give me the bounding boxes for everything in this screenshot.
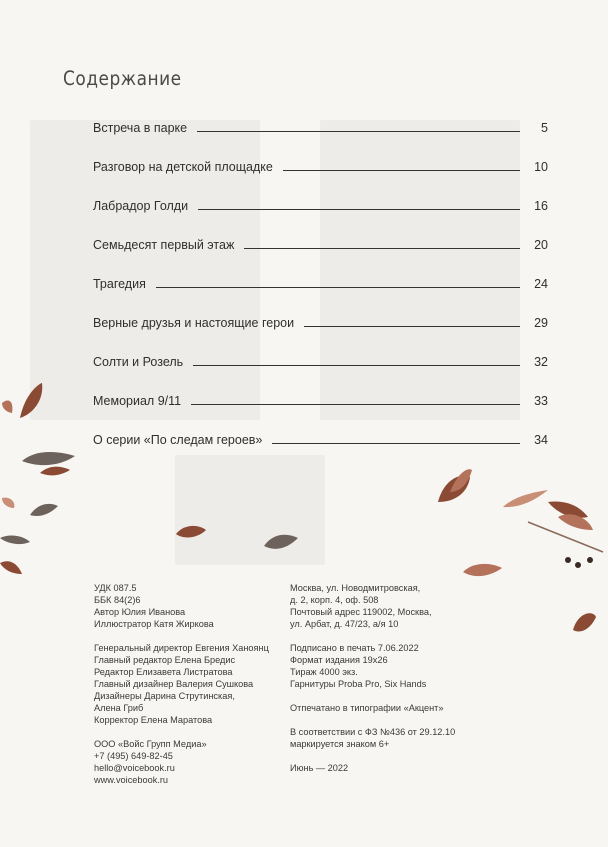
imprint-block-date: [290, 762, 455, 774]
imprint-block-printed: [290, 702, 455, 714]
imprint-signed: Подписано в печать 7.06.2022: [290, 643, 419, 653]
imprint-law: В соответствии с ФЗ №436 от 29.12.10: [290, 727, 456, 737]
berry-icon: [565, 557, 571, 563]
imprint-block-address: [290, 582, 455, 630]
toc-item: [93, 147, 548, 186]
imprint-illustrator: Иллюстратор Катя Жиркова: [94, 619, 214, 629]
leaf-icon: [503, 490, 548, 507]
toc-item: [93, 381, 548, 420]
toc-item-label: Разговор на детской площадке: [93, 159, 273, 174]
imprint-block-print: [290, 642, 455, 690]
autumn-leaves-left-illustration: [0, 378, 110, 578]
toc-item: [93, 420, 548, 459]
toc-item: [93, 264, 548, 303]
imprint-address-cont: д. 2, корп. 4, оф. 508: [290, 595, 379, 605]
leaf-icon: [2, 498, 14, 508]
imprint-proofreader: Корректор Елена Маратова: [94, 715, 213, 725]
toc-item-label: Семьдесят первый этаж: [93, 237, 235, 252]
leaf-icon: [2, 400, 12, 413]
toc-item-page: 20: [534, 237, 548, 252]
toc-item: [93, 186, 548, 225]
toc-item-label: Лабрадор Голди: [93, 198, 189, 213]
imprint-left: [94, 582, 269, 798]
leaf-icon: [0, 561, 22, 574]
imprint-designers: Дизайнеры Дарина Струтинская,: [94, 691, 235, 701]
toc-leader-line: [197, 131, 520, 132]
toc-item-page: 29: [534, 315, 548, 330]
imprint-editor: Редактор Елизавета Листратова: [94, 667, 233, 677]
imprint-site: www.voicebook.ru: [94, 775, 169, 785]
imprint-format: Формат издания 19х26: [290, 655, 388, 665]
imprint-law-cont: маркируется знаком 6+: [290, 739, 390, 749]
toc-leader-line: [244, 248, 520, 249]
imprint-company: ООО «Войс Групп Медиа»: [94, 739, 207, 749]
imprint-fonts: Гарнитуры Proba Pro, Six Hands: [290, 679, 427, 689]
toc-leader-line: [191, 404, 520, 405]
toc-item-label: Встреча в парке: [93, 120, 188, 135]
leaf-icon: [573, 613, 596, 631]
toc-leader-line: [193, 365, 520, 366]
imprint-printed: Отпечатано в типографии «Акцент»: [290, 703, 444, 713]
toc-item-page: 32: [534, 354, 548, 369]
toc-leader-line: [156, 287, 520, 288]
toc-item-page: 5: [541, 120, 548, 135]
imprint-block-staff: [94, 642, 269, 726]
imprint-bbk: ББК 84(2)6: [94, 595, 141, 605]
autumn-leaves-center-illustration: [170, 512, 230, 572]
toc-leader-line: [304, 326, 520, 327]
toc-leader-line: [272, 443, 520, 444]
imprint-chief-designer: Главный дизайнер Валерия Сушкова: [94, 679, 254, 689]
imprint-address: Москва, ул. Новодмитровская,: [290, 583, 421, 593]
toc-item-label: Мемориал 9/11: [93, 393, 182, 408]
toc-item-page: 34: [534, 432, 548, 447]
imprint-postal-cont: ул. Арбат, д. 47/23, а/я 10: [290, 619, 399, 629]
leaf-icon: [20, 383, 42, 418]
imprint-block-credits: [94, 582, 269, 630]
imprint-right: [290, 582, 455, 786]
leaf-icon: [22, 452, 75, 465]
toc-item-page: 16: [534, 198, 548, 213]
imprint-postal: Почтовый адрес 119002, Москва,: [290, 607, 432, 617]
table-of-contents: [93, 108, 548, 459]
imprint-gen-director: Генеральный директор Евгения Ханоянц: [94, 643, 269, 653]
toc-leader-line: [198, 209, 520, 210]
imprint-block-contacts: [94, 738, 269, 786]
leaf-icon: [30, 504, 58, 516]
toc-item-label: Верные друзья и настоящие герои: [93, 315, 295, 330]
autumn-leaves-center2-illustration: [262, 528, 302, 558]
leaf-icon: [463, 564, 502, 576]
imprint-date: Июнь — 2022: [290, 763, 349, 773]
imprint-udk: УДК 087.5: [94, 583, 137, 593]
toc-item-page: 10: [534, 159, 548, 174]
toc-item: [93, 108, 548, 147]
page-title: Содержание: [63, 67, 182, 91]
toc-item-label: О серии «По следам героев»: [93, 432, 263, 447]
imprint-print-run: Тираж 4000 экз.: [290, 667, 358, 677]
toc-item: [93, 225, 548, 264]
toc-item: [93, 342, 548, 381]
imprint-designers-cont: Алена Гриб: [94, 703, 144, 713]
imprint-phone: +7 (495) 649-82-45: [94, 751, 173, 761]
imprint-chief-editor: Главный редактор Елена Бредис: [94, 655, 236, 665]
leaf-icon: [558, 514, 593, 530]
toc-item-page: 33: [534, 393, 548, 408]
toc-item-label: Трагедия: [93, 276, 146, 291]
leaf-icon: [176, 526, 206, 538]
berry-icon: [587, 557, 593, 563]
leaf-icon: [0, 535, 30, 544]
toc-item-page: 24: [534, 276, 548, 291]
leaf-icon: [264, 535, 298, 549]
toc-item: [93, 303, 548, 342]
toc-item-label: Солти и Розель: [93, 354, 184, 369]
imprint-author: Автор Юлия Иванова: [94, 607, 186, 617]
toc-leader-line: [283, 170, 520, 171]
berry-icon: [575, 562, 581, 568]
twig-icon: [528, 522, 603, 552]
imprint-block-law: [290, 726, 455, 750]
imprint-email: hello@voicebook.ru: [94, 763, 175, 773]
leaf-icon: [40, 467, 70, 476]
